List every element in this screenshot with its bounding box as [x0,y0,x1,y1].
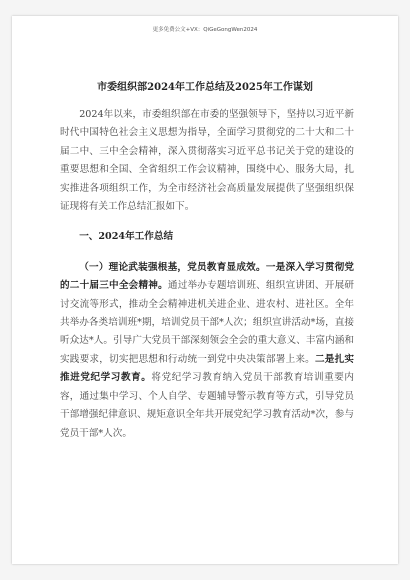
document-body [60,106,354,443]
intro-paragraph: 2024年以来，市委组织部在市委的坚强领导下，坚持以习近平新时代中国特色社会主义思想为指导，全面学习贯彻党的二十大和二十届二中、三中全会精神，深入贯彻落实习近平总书记关于党的建设的重要思想和全国、全省组织工作会议精神，围绕中心、服务大局，扎实推进各项组织工作，为全市经济社会高质量发展提供了坚强组织保证现将有关工作总结汇报如下。 [60,109,354,213]
paragraph-1-second-lead: 二是扎实推进党纪学习教育。 [60,353,354,384]
paragraph-1-text-a: 通过举办专题培训班、组织宣讲团、开展研讨交流等形式，推动全会精神进机关进企业、进农村、进社区。全年共举办各类培训班*期，培训党员干部*人次；组织宣讲活动*场，直接听众达*人。引导广大党员干部深刻领会全会的重大意义、丰富内涵和实践要求，切实把思想和行动统一到党中央决策部署上来。 [60,280,355,365]
paragraph-1-lead: （一）理论武装强根基，党员教育显成效。一是深入学习贯彻党的二十届三中全会精神。 [60,261,354,292]
document-page [12,16,398,564]
section-heading-1: 一、2024年工作总结 [79,231,174,243]
paragraph-1 [60,259,354,443]
paragraph-1-text-b: 将党纪学习教育纳入党员干部教育培训重要内容，通过集中学习、个人自学、专题辅导警示教育等方式，引导党员干部增强纪律意识、规矩意识全年共开展党纪学习教育活动*次，参与党员干部*人次。 [60,372,355,439]
header-note: 更多免费公文+VX：QiGeGongWen2024 [152,27,258,33]
document-title: 市委组织部2024年工作总结及2025年工作谋划 [97,82,313,93]
